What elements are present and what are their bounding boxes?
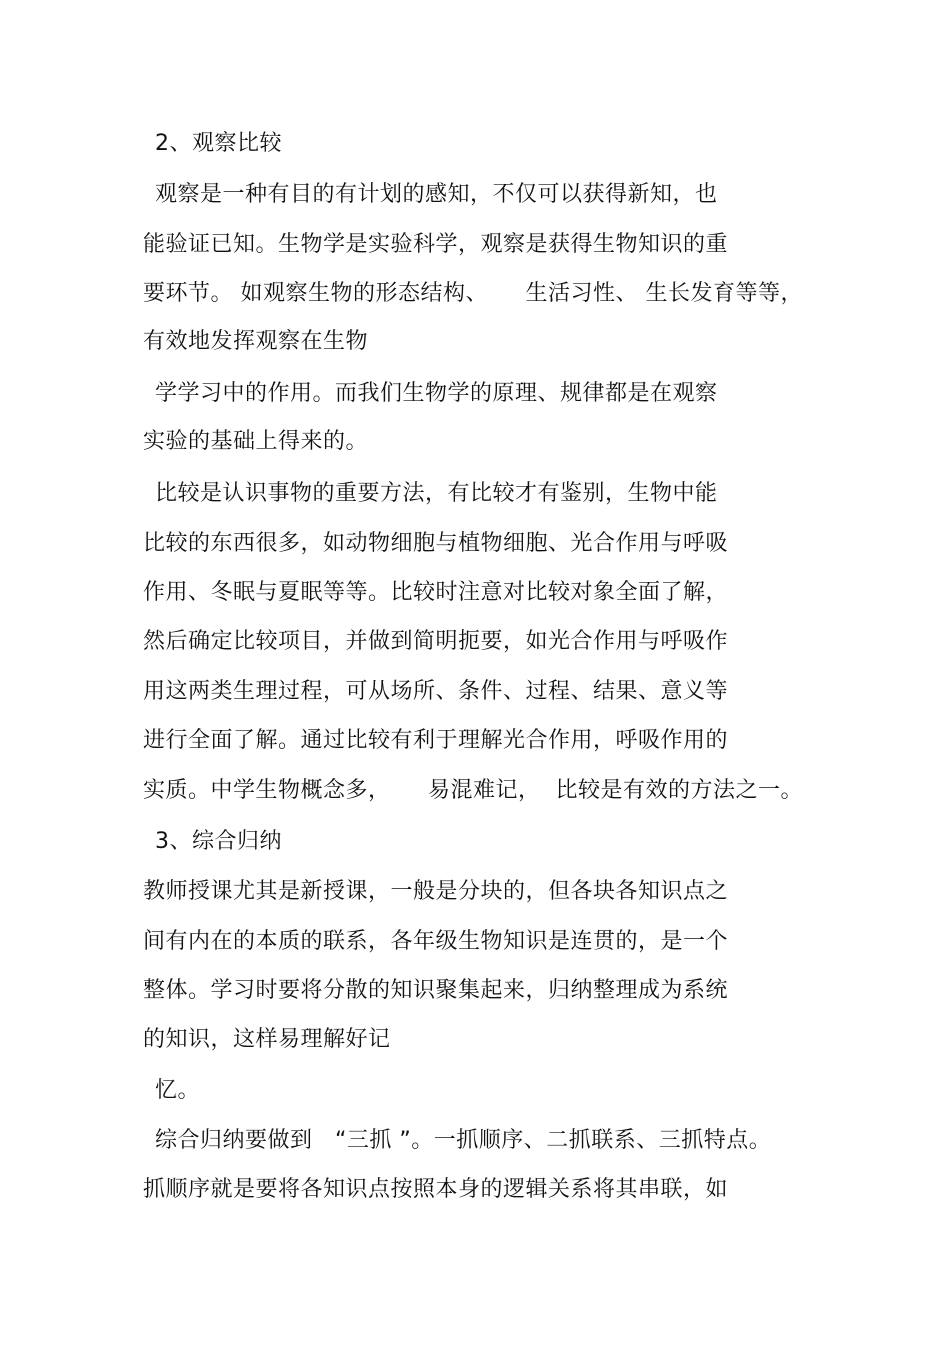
paragraph-line: 用这两类生理过程，可从场所、条件、过程、结果、意义等 (143, 679, 729, 704)
paragraph-line: 比较的东西很多，如动物细胞与植物细胞、光合作用与呼吸 (143, 531, 729, 556)
paragraph-line: 有效地发挥观察在生物 (143, 329, 369, 354)
paragraph-line: 观察是一种有目的有计划的感知，不仅可以获得新知，也 (155, 182, 718, 207)
paragraph-line: 整体。学习时要将分散的知识聚集起来，归纳整理成为系统 (143, 978, 729, 1003)
paragraph-line: 比较是认识事物的重要方法，有比较才有鉴别，生物中能 (155, 481, 718, 506)
section-heading: 2、观察比较 (155, 131, 282, 156)
paragraph-line: 学学习中的作用。而我们生物学的原理、规律都是在观察 (155, 381, 718, 406)
paragraph-line: 进行全面了解。通过比较有利于理解光合作用，呼吸作用的 (143, 728, 729, 753)
section-heading: 3、综合归纳 (155, 829, 282, 854)
paragraph-line: 实验的基础上得来的。 (143, 429, 369, 454)
paragraph-line: 抓顺序就是要将各知识点按照本身的逻辑关系将其串联，如 (143, 1177, 729, 1202)
paragraph-line: 间有内在的本质的联系，各年级生物知识是连贯的，是一个 (143, 929, 729, 954)
paragraph-line: 然后确定比较项目，并做到简明扼要，如光合作用与呼吸作 (143, 629, 729, 654)
paragraph-line: 能验证已知。生物学是实验科学，观察是获得生物知识的重 (143, 232, 729, 257)
paragraph-line: 作用、冬眠与夏眠等等。比较时注意对比较对象全面了解， (143, 580, 729, 605)
paragraph-line: 的知识，这样易理解好记 (143, 1027, 391, 1052)
paragraph-line: 实质。中学生物概念多， 易混难记， 比较是有效的方法之一。 (143, 778, 803, 803)
paragraph-line: 忆。 (155, 1078, 201, 1103)
paragraph-line: 要环节。 如观察生物的形态结构、 生活习性、 生长发育等等， (143, 281, 803, 306)
paragraph-line: 综合归纳要做到 “三抓 ”。一抓顺序、二抓联系、三抓特点。 (155, 1128, 772, 1153)
paragraph-line: 教师授课尤其是新授课，一般是分块的，但各块各知识点之 (143, 879, 729, 904)
